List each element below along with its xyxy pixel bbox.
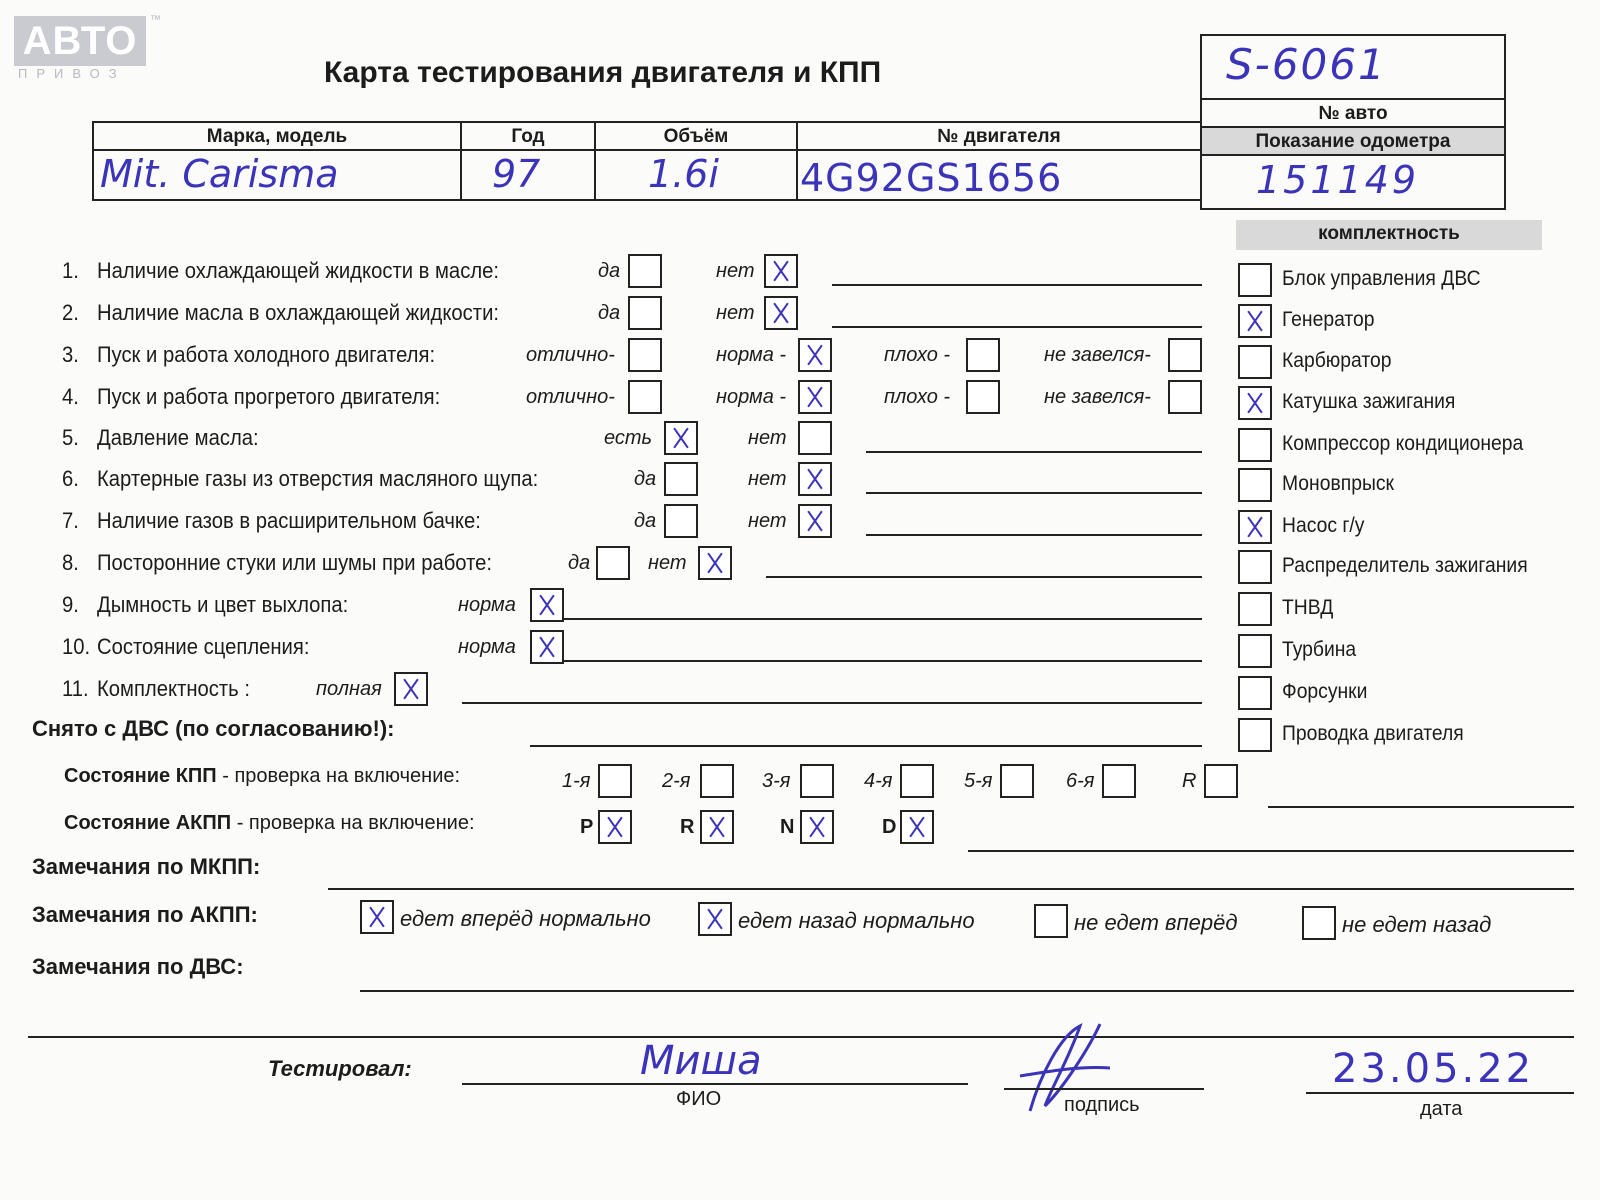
akpp-remark-label: едет назад нормально: [738, 908, 975, 933]
completeness-item-label: Турбина: [1282, 638, 1357, 661]
question-option-label: норма -: [716, 344, 787, 366]
remarks-dvs-label: Замечания по ДВС:: [32, 954, 244, 979]
akpp-remark-checkbox-1[interactable]: [360, 900, 394, 934]
completeness-item-label: Проводка двигателя: [1282, 722, 1464, 745]
remarks-mkpp-label: Замечания по МКПП:: [32, 854, 261, 879]
header-col-volume: Объём: [594, 121, 798, 151]
page-title: Карта тестирования двигателя и КПП: [324, 56, 882, 89]
question-number: 2.: [62, 300, 79, 325]
completeness-checkbox-7[interactable]: [1238, 550, 1272, 584]
volume-value: 1.6i: [648, 152, 719, 196]
akpp-gear-checkbox-3[interactable]: [800, 810, 834, 844]
avtoprivoz-logo: АВТО: [14, 16, 146, 66]
signature-line: [1004, 1088, 1204, 1090]
kpp-label: [64, 765, 460, 788]
completeness-item-label: Распределитель зажигания: [1282, 554, 1528, 577]
odometer-value: 151149: [1256, 158, 1420, 202]
kpp-gear-label: 6-я: [1066, 770, 1095, 792]
question-7-option-checkbox[interactable]: [798, 504, 832, 538]
question-number: 4.: [62, 384, 79, 409]
question-text: Наличие газов в расширительном бачке:: [97, 508, 481, 533]
question-1-option-checkbox[interactable]: [764, 254, 798, 288]
question-7-option-checkbox[interactable]: [664, 504, 698, 538]
question-option-label: нет: [716, 302, 755, 324]
question-option-label: отлично-: [526, 344, 615, 366]
kpp-gear-checkbox-4[interactable]: [900, 764, 934, 798]
question-5-option-checkbox[interactable]: [798, 421, 832, 455]
question-remark-line: [866, 451, 1202, 453]
completeness-checkbox-4[interactable]: [1238, 428, 1272, 462]
auto-number-value: S-6061: [1226, 40, 1387, 89]
question-text: Пуск и работа холодного двигателя:: [97, 342, 436, 367]
date-value: 23.05.22: [1332, 1046, 1535, 1092]
question-4-option-checkbox[interactable]: [966, 380, 1000, 414]
question-2-option-checkbox[interactable]: [628, 296, 662, 330]
question-4-option-checkbox[interactable]: [628, 380, 662, 414]
akpp-label: [64, 812, 475, 835]
question-8-option-checkbox[interactable]: [698, 546, 732, 580]
question-option-label: да: [598, 302, 621, 324]
completeness-checkbox-0[interactable]: [1238, 263, 1272, 297]
remarks-mkpp-line: [328, 888, 1574, 890]
completeness-item-label: Насос г/у: [1282, 514, 1365, 537]
completeness-item-label: Компрессор кондиционера: [1282, 432, 1524, 455]
kpp-gear-checkbox-3[interactable]: [800, 764, 834, 798]
akpp-remark-checkbox-3[interactable]: [1034, 904, 1068, 938]
akpp-remark-checkbox-4[interactable]: [1302, 906, 1336, 940]
question-remark-line: [766, 576, 1202, 578]
question-text: Комплектность :: [97, 676, 250, 701]
question-text: Пуск и работа прогретого двигателя:: [97, 384, 441, 409]
date-line: [1306, 1092, 1574, 1094]
question-option-label: не завелся-: [1044, 344, 1151, 366]
akpp-gear-checkbox-1[interactable]: [598, 810, 632, 844]
completeness-checkbox-6[interactable]: [1238, 510, 1272, 544]
question-text: Посторонние стуки или шумы при работе:: [97, 550, 493, 575]
header-col-engine-no: № двигателя: [796, 121, 1202, 151]
completeness-item-label: Блок управления ДВС: [1282, 267, 1481, 290]
akpp-label-bold: Состояние АКПП: [64, 812, 232, 834]
question-remark-line: [564, 618, 1202, 620]
question-1-option-checkbox[interactable]: [628, 254, 662, 288]
signature-label: подпись: [1064, 1094, 1140, 1116]
completeness-checkbox-2[interactable]: [1238, 345, 1272, 379]
question-text: Наличие охлаждающей жидкости в масле:: [97, 258, 500, 283]
completeness-item-label: Катушка зажигания: [1282, 390, 1456, 413]
completeness-item-label: Форсунки: [1282, 680, 1368, 703]
completeness-checkbox-3[interactable]: [1238, 386, 1272, 420]
question-9-option-checkbox[interactable]: [530, 588, 564, 622]
model-value: Mit. Carisma: [100, 152, 339, 196]
akpp-gear-checkbox-4[interactable]: [900, 810, 934, 844]
akpp-label-rest: - проверка на включение:: [231, 812, 475, 834]
akpp-remark-label: не едет вперёд: [1074, 910, 1238, 935]
question-option-label: нет: [716, 260, 755, 282]
question-text: Дымность и цвет выхлопа:: [97, 592, 349, 617]
completeness-checkbox-9[interactable]: [1238, 634, 1272, 668]
completeness-item-label: Генератор: [1282, 308, 1375, 331]
question-remark-line: [866, 492, 1202, 494]
question-3-option-checkbox[interactable]: [628, 338, 662, 372]
question-option-label: норма -: [716, 386, 787, 408]
question-remark-line: [564, 660, 1202, 662]
question-option-label: есть: [604, 427, 653, 449]
kpp-gear-checkbox-1[interactable]: [598, 764, 632, 798]
kpp-gear-checkbox-2[interactable]: [700, 764, 734, 798]
removed-label: Снято с ДВС (по согласованию!):: [32, 716, 395, 741]
question-option-label: полная: [316, 678, 382, 700]
completeness-checkbox-11[interactable]: [1238, 718, 1272, 752]
question-number: 9.: [62, 592, 79, 617]
completeness-item-label: Моновпрыск: [1282, 472, 1394, 495]
akpp-gear-checkbox-2[interactable]: [700, 810, 734, 844]
header-col-year: Год: [460, 121, 596, 151]
question-4-option-checkbox[interactable]: [798, 380, 832, 414]
question-option-label: плохо -: [884, 386, 951, 408]
completeness-item-label: Карбюратор: [1282, 349, 1392, 372]
akpp-remark-label: едет вперёд нормально: [400, 906, 651, 931]
fio-line: [462, 1083, 968, 1085]
question-text: Состояние сцепления:: [97, 634, 310, 659]
kpp-gear-checkbox-6[interactable]: [1102, 764, 1136, 798]
logo-trademark: ™: [150, 14, 161, 26]
kpp-gear-label: R: [1182, 770, 1197, 792]
date-label: дата: [1420, 1098, 1463, 1120]
akpp-remark-checkbox-2[interactable]: [698, 902, 732, 936]
logo-subtitle: ПРИВОЗ: [18, 66, 126, 81]
question-4-option-checkbox[interactable]: [1168, 380, 1202, 414]
kpp-gear-checkbox-5[interactable]: [1000, 764, 1034, 798]
akpp-remark-label: не едет назад: [1342, 912, 1492, 937]
header-col-model: Марка, модель: [92, 121, 462, 151]
question-number: 1.: [62, 258, 79, 283]
question-3-option-checkbox[interactable]: [1168, 338, 1202, 372]
kpp-line: [1268, 806, 1574, 808]
completeness-checkbox-8[interactable]: [1238, 592, 1272, 626]
question-remark-line: [462, 702, 1202, 704]
question-remark-line: [832, 326, 1202, 328]
kpp-gear-checkbox-7[interactable]: [1204, 764, 1238, 798]
completeness-checkbox-10[interactable]: [1238, 676, 1272, 710]
question-option-label: отлично-: [526, 386, 615, 408]
question-number: 3.: [62, 342, 79, 367]
question-text: Наличие масла в охлаждающей жидкости:: [97, 300, 500, 325]
remarks-extra-line: [28, 1036, 1574, 1038]
question-3-option-checkbox[interactable]: [966, 338, 1000, 372]
kpp-label-rest: - проверка на включение:: [216, 765, 461, 787]
question-option-label: норма: [458, 594, 516, 616]
header-col-odometer: Показание одометра: [1200, 126, 1506, 156]
remarks-akpp-label: Замечания по АКПП:: [32, 902, 258, 927]
question-3-option-checkbox[interactable]: [798, 338, 832, 372]
akpp-line: [968, 850, 1574, 852]
question-10-option-checkbox[interactable]: [530, 630, 564, 664]
completeness-item-label: ТНВД: [1282, 596, 1334, 619]
akpp-gear-label: N: [780, 816, 795, 838]
completeness-checkbox-5[interactable]: [1238, 468, 1272, 502]
remarks-dvs-line: [360, 990, 1574, 992]
year-value: 97: [492, 152, 541, 196]
engine-no-value: 4G92GS1656: [800, 156, 1063, 200]
question-8-option-checkbox[interactable]: [596, 546, 630, 580]
question-2-option-checkbox[interactable]: [764, 296, 798, 330]
auto-number-label: № авто: [1200, 98, 1506, 128]
question-remark-line: [866, 534, 1202, 536]
akpp-gear-label: D: [882, 816, 897, 838]
fio-label: ФИО: [676, 1088, 722, 1110]
question-number: 5.: [62, 425, 79, 450]
question-remark-line: [832, 284, 1202, 286]
question-option-label: да: [634, 468, 657, 490]
question-option-label: нет: [748, 427, 787, 449]
question-option-label: нет: [748, 468, 787, 490]
question-option-label: нет: [748, 510, 787, 532]
question-11-option-checkbox[interactable]: [394, 672, 428, 706]
question-number: 6.: [62, 466, 79, 491]
kpp-label-bold: Состояние КПП: [64, 765, 217, 787]
question-number: 8.: [62, 550, 79, 575]
completeness-title: комплектность: [1236, 220, 1542, 250]
question-option-label: не завелся-: [1044, 386, 1151, 408]
akpp-gear-label: P: [580, 816, 594, 838]
kpp-gear-label: 3-я: [762, 770, 791, 792]
question-option-label: плохо -: [884, 344, 951, 366]
question-5-option-checkbox[interactable]: [664, 421, 698, 455]
question-option-label: норма: [458, 636, 516, 658]
question-6-option-checkbox[interactable]: [798, 462, 832, 496]
akpp-gear-label: R: [680, 816, 695, 838]
question-number: 11.: [62, 676, 89, 701]
completeness-checkbox-1[interactable]: [1238, 304, 1272, 338]
question-6-option-checkbox[interactable]: [664, 462, 698, 496]
question-text: Давление масла:: [97, 425, 259, 450]
question-option-label: нет: [648, 552, 687, 574]
question-option-label: да: [568, 552, 591, 574]
question-text: Картерные газы из отверстия масляного щупа:: [97, 466, 539, 491]
question-number: 7.: [62, 508, 79, 533]
kpp-gear-label: 1-я: [562, 770, 591, 792]
tested-label: Тестировал:: [268, 1056, 412, 1081]
kpp-gear-label: 5-я: [964, 770, 993, 792]
fio-value: Миша: [640, 1038, 762, 1084]
removed-line: [530, 745, 1202, 747]
question-option-label: да: [598, 260, 621, 282]
kpp-gear-label: 4-я: [864, 770, 893, 792]
kpp-gear-label: 2-я: [662, 770, 691, 792]
question-number: 10.: [62, 634, 91, 659]
question-option-label: да: [634, 510, 657, 532]
